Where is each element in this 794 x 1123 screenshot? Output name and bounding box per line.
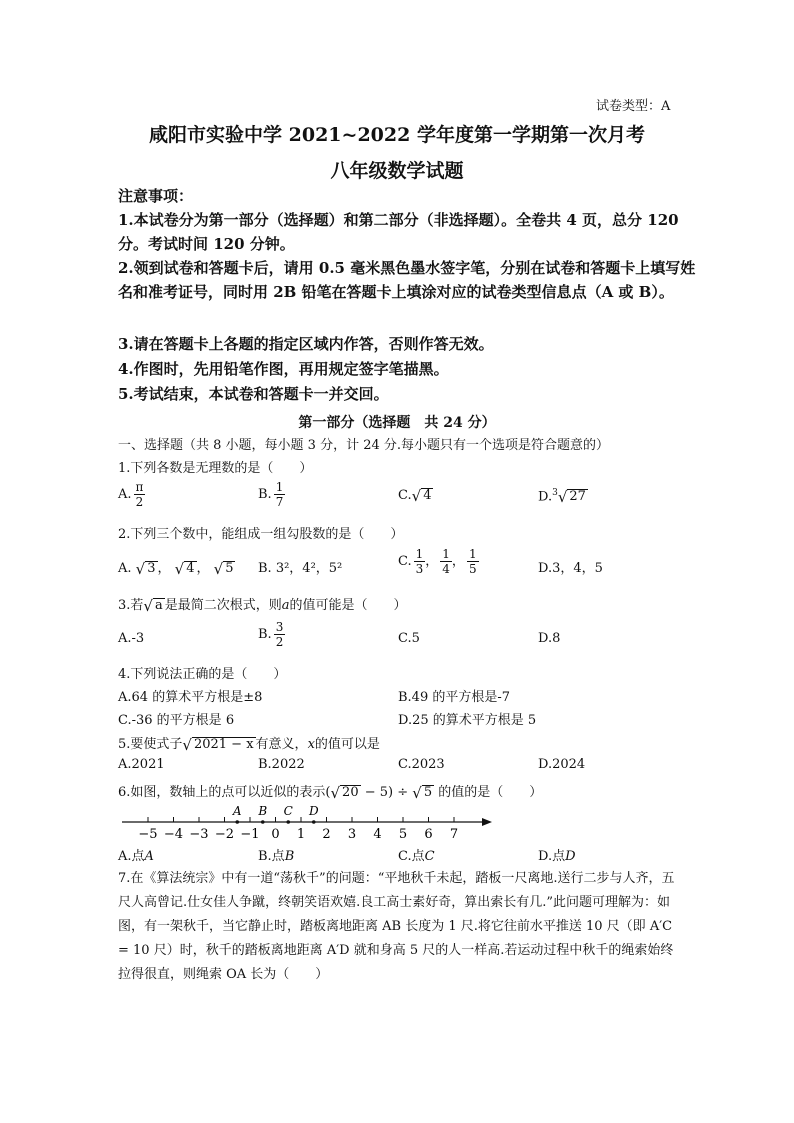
q5-option-d: D.2024 bbox=[538, 757, 586, 772]
number-line-tick-label: 7 bbox=[449, 827, 459, 842]
number-line-figure bbox=[118, 800, 498, 842]
number-line-tick-label: −3 bbox=[189, 827, 209, 842]
q5-stem: 5.要使式子 √ 2021 − x 有意义，x的值可以是 bbox=[118, 736, 380, 754]
number-line-tick-label: 1 bbox=[296, 827, 306, 842]
number-line-tick-label: 2 bbox=[322, 827, 331, 842]
number-line-tick-label: −2 bbox=[214, 827, 235, 842]
number-line-point bbox=[286, 820, 290, 824]
q5-option-a: A.2021 bbox=[118, 757, 165, 772]
number-line-point bbox=[261, 820, 265, 824]
q4-option-a: A.64 的算术平方根是±8 bbox=[118, 690, 263, 705]
q7-text: 7.在《算法统宗》中有一道“荡秋千”的问题：“平地秋千未起，踏板一尺离地.送行二步与人齐，五尺人高曾记.仕女佳人争蹴，终朝笑语欢嬉.良工高士素好奇，算出索长有几.”此问题可理解为：如图，有一架秋千，当它静止时，踏板离地距离 AB 长度为 1 尺.将它往前水平推送 10 尺（即 A′C = 10 尺）时，秋千的踏板离地距离 A′D 就和身高 5 尺的人一样高.若运动过程中秋千的绳索始终拉得很直，则绳索 OA 长为（ ） bbox=[118, 871, 675, 982]
q3-stem: 3.若 √ a 是最简二次根式，则a的值可能是（ ） bbox=[118, 597, 407, 615]
notice-item-2: 2.领到试卷和答题卡后，请用 0.5 毫米黑色墨水签字笔，分别在试卷和答题卡上填写姓名和准考证号，同时用 2B 铅笔在答题卡上填涂对应的试卷类型信息点（A 或 B）。 bbox=[118, 259, 696, 301]
q1-stem: 1.下列各数是无理数的是（ ） bbox=[118, 461, 313, 476]
q5-option-b: B.2022 bbox=[258, 757, 305, 772]
number-line-tick-label: −4 bbox=[163, 827, 184, 842]
number-line-point bbox=[235, 820, 239, 824]
number-line-point-label: A bbox=[232, 804, 242, 818]
q1-option-d: D.$^3$ √ 27 bbox=[538, 488, 586, 507]
q2-stem: 2.下列三个数中，能组成一组勾股数的是（ ） bbox=[118, 527, 404, 542]
exam-title: 咸阳市实验中学 2021~2022 学年度第一学期第一次月考 bbox=[149, 124, 645, 146]
q3-option-a: A.-3 bbox=[118, 631, 145, 646]
notice-item-3: 3.请在答题卡上各题的指定区域内作答，否则作答无效。 bbox=[118, 335, 494, 353]
number-line-tick-label: 3 bbox=[347, 827, 357, 842]
number-line-point-label: B bbox=[258, 804, 268, 818]
q1-option-a: A. $\frac{\pi}{2}$ bbox=[118, 480, 144, 509]
q3-option-d: D.8 bbox=[538, 631, 561, 646]
number-line-tick-label: 0 bbox=[271, 827, 280, 842]
notice-item-1: 1.本试卷分为第一部分（选择题）和第二部分（非选择题）。全卷共 4 页，总分 120 分。考试时间 120 分钟。 bbox=[118, 211, 679, 253]
q2-option-d: D.3，4，5 bbox=[538, 561, 603, 576]
q2-option-a: A. √ 3 ， √ 4 ， √ 5 bbox=[118, 560, 234, 578]
notice-item-5: 5.考试结束，本试卷和答题卡一并交回。 bbox=[118, 385, 389, 403]
number-line-arrow bbox=[482, 818, 492, 826]
part1-instructions: 一、选择题（共 8 小题，每小题 3 分，计 24 分.每小题只有一个选项是符合题意的） bbox=[118, 438, 610, 453]
notice-heading: 注意事项： bbox=[118, 187, 194, 205]
number-line-point-label: C bbox=[283, 804, 293, 818]
q6-option-b: B.点B bbox=[258, 849, 295, 864]
q1-option-c: C. √ 4 bbox=[398, 487, 432, 505]
q6-option-c: C.点C bbox=[398, 849, 435, 864]
q4-option-c: C.-36 的平方根是 6 bbox=[118, 713, 235, 728]
number-line-point bbox=[312, 820, 316, 824]
q4-option-d: D.25 的算术平方根是 5 bbox=[398, 713, 537, 728]
q6-stem: 6.如图，数轴上的点可以近似的表示( √ 20 − 5) ÷ √ 5 的值的是（ ） bbox=[118, 784, 543, 802]
number-line-point-label: D bbox=[308, 804, 319, 818]
q2-option-c: C. $\frac{1}{3}$ ， $\frac{1}{4}$ ， $\frac{1}{5}$ bbox=[398, 547, 477, 576]
q4-option-b: B.49 的平方根是-7 bbox=[398, 690, 511, 705]
q3-option-b: B. $\frac{3}{2}$ bbox=[258, 620, 284, 649]
q6-option-a: A.点A bbox=[118, 849, 154, 864]
notice-item-4: 4.作图时，先用铅笔作图，再用规定签字笔描黑。 bbox=[118, 360, 449, 378]
number-line-tick-label: 5 bbox=[398, 827, 408, 842]
paper-type-label: 试卷类型：A bbox=[596, 99, 671, 114]
exam-subtitle: 八年级数学试题 bbox=[330, 160, 464, 182]
part1-heading: 第一部分（选择题 共 24 分） bbox=[298, 415, 496, 431]
number-line-tick-label: −5 bbox=[138, 827, 158, 842]
number-line-tick-label: −1 bbox=[240, 827, 260, 842]
q5-option-c: C.2023 bbox=[398, 757, 445, 772]
q1-option-b: B. $\frac{1}{7}$ bbox=[258, 480, 284, 509]
q6-option-d: D.点D bbox=[538, 849, 576, 864]
q4-stem: 4.下列说法正确的是（ ） bbox=[118, 667, 287, 682]
q3-option-c: C.5 bbox=[398, 631, 420, 646]
number-line-tick-label: 4 bbox=[373, 827, 382, 842]
number-line-tick-label: 6 bbox=[424, 827, 433, 842]
q2-option-b: B. 3²，4²，5² bbox=[258, 561, 343, 576]
